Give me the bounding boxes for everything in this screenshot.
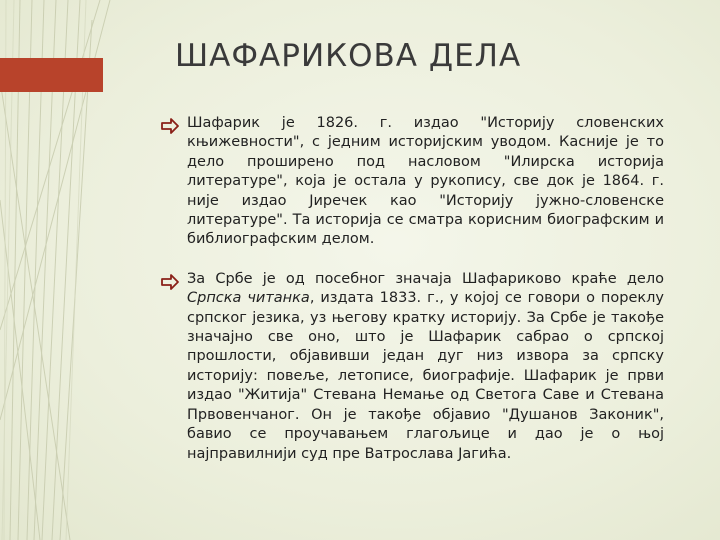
title-accent-bar bbox=[0, 58, 103, 92]
arrow-right-icon bbox=[160, 116, 180, 136]
bullet-list bbox=[160, 114, 664, 484]
bullet-text: Шафарик је 1826. г. издао "Историју словенских књижевности", с једним историјским уводом. Касније је то дело проширено под насловом "Илирска историја литературе", која је остала у рукопису, све док је 1864. г. није издао Јиречек као "Историју јужно-словенске литературе". Та историја се сматра корисним биографским и библиографским делом. bbox=[187, 115, 664, 248]
slide-title: ШАФАРИКОВА ДЕЛА bbox=[175, 38, 522, 74]
arrow-right-icon bbox=[160, 272, 180, 292]
book-title: Српска читанка bbox=[187, 290, 310, 307]
bullet-item bbox=[160, 114, 664, 250]
bullet-text: За Србе је од посебног значаја Шафариково краће дело Српска читанка, издата 1833. г., у којој се говори о пореклу српског језика, уз његову кратку историју. За Србе је такође значајно све оно, што је Шафарик сабрао о српској прошлости, објавивши један дуг низ извора за српску историју: повеље, летописе, биографије. Шафарик је први издао "Житија" Стевана Немање од Светога Саве и Стевана Првовенчаног. Он је такође објавио "Душанов Законик", бавио се проучавањем глагољице и дао је о њој најправилнији суд пре Ватрослава Јагића. bbox=[187, 270, 665, 462]
bullet-item bbox=[160, 270, 664, 464]
